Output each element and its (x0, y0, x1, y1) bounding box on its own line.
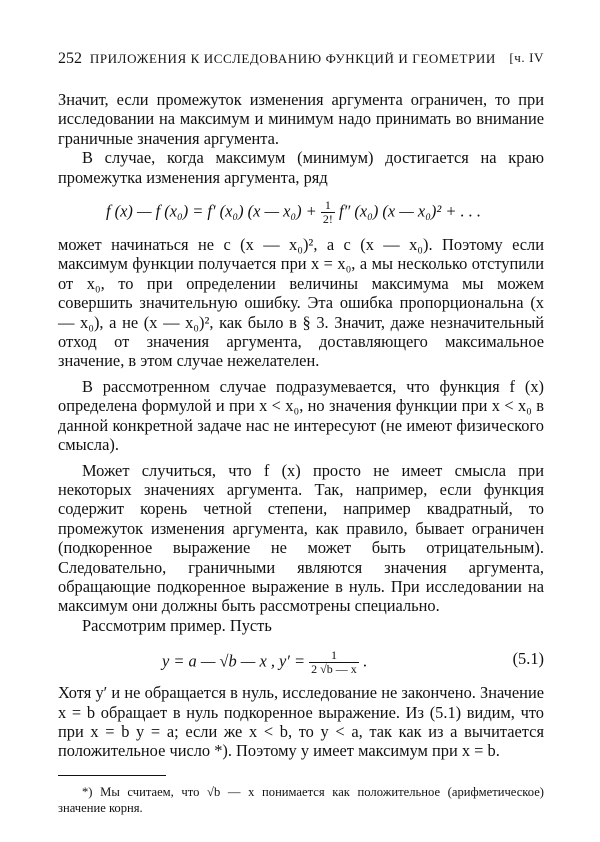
formula-5-1-tail: . (362, 651, 367, 671)
formula-taylor-body (106, 199, 481, 226)
formula-5-1 (58, 645, 544, 677)
fraction-numerator: 1 (309, 649, 359, 663)
header-title: ПРИЛОЖЕНИЯ К ИССЛЕДОВАНИЮ ФУНКЦИЙ И ГЕОМЕТРИИ (89, 51, 496, 66)
paragraph-2: В случае, когда максимум (минимум) достигается на краю промежутка изменения аргумента, ряд (58, 148, 544, 187)
fraction-numerator: 1 (321, 199, 335, 213)
paragraph-1: Значит, если промежуток изменения аргумента ограничен, то при исследовании на максимум и минимум надо принимать во внимание граничные значения аргумента. (58, 90, 544, 148)
formula-5-1-left: y = a — √b — x , y′ = (162, 651, 306, 671)
paragraph-4: В рассмотренном случае подразумевается, что функция f (x) определена формулой и при x < x₀, но значения функции при x < x₀ в данной конкретной задаче нас не интересуют (не имеют физического смысла). (58, 376, 544, 455)
fraction-denominator: 2! (322, 212, 333, 227)
running-header (58, 50, 544, 68)
header-chapter: [ч. IV (509, 50, 544, 65)
footnote: *) Мы считаем, что √b — x понимается как положительное (арифметическое) значение корня. (58, 784, 544, 815)
formula-5-1-fraction (309, 649, 359, 676)
formula-taylor-left: f (x) — f (x₀) = f′ (x₀) (x — x₀) + (106, 201, 317, 221)
paragraph-5: Может случиться, что f (x) просто не имеет смысла при некоторых значениях аргумента. Так, например, если функция содержит корень четной степени, например квадратный, то промежуток изменения аргумента, как правило, бывает ограничен (подкоренное выражение не может быть отрицательным). Следовательно, граничными являются значения аргумента, обращающие подкоренное выражение в нуль. При исследовании на максимум они должны быть рассмотрены специально. (58, 460, 544, 616)
paragraph-7: Хотя y′ и не обращается в нуль, исследование не закончено. Значение x = b обращает в нуль подкоренное выражение. Из (5.1) видим, что при x = b y = a; если же x < b, то y < a, так как из a вычитается положительное число *). Поэтому y имеет максимум при x = b. (58, 683, 544, 761)
page (58, 50, 544, 816)
footnote-divider (58, 775, 166, 776)
equation-number: (5.1) (512, 649, 544, 669)
paragraph-6: Рассмотрим пример. Пусть (82, 615, 272, 635)
paragraph-3: может начинаться не с (x — x₀)², а с (x — x₀). Поэтому если максимум функции получается при x = x₀, а мы несколько отступили от x₀, то при определении величины максимума мы можем совершить значительную ошибку. Эта ошибка пропорциональна (x — x₀), а не (x — x₀)², как было в § 3. Значит, даже незначительный отход от значения аргумента, доставляющего максимальное значение, в этом случае нежелателен. (58, 235, 544, 371)
formula-5-1-body (162, 649, 367, 676)
formula-taylor-right: f″ (x₀) (x — x₀)² + . . . (338, 201, 482, 221)
formula-taylor (58, 197, 544, 225)
formula-taylor-fraction (321, 199, 335, 226)
page-number: 252 (58, 50, 82, 67)
fraction-denominator: 2 √b — x (311, 662, 357, 677)
